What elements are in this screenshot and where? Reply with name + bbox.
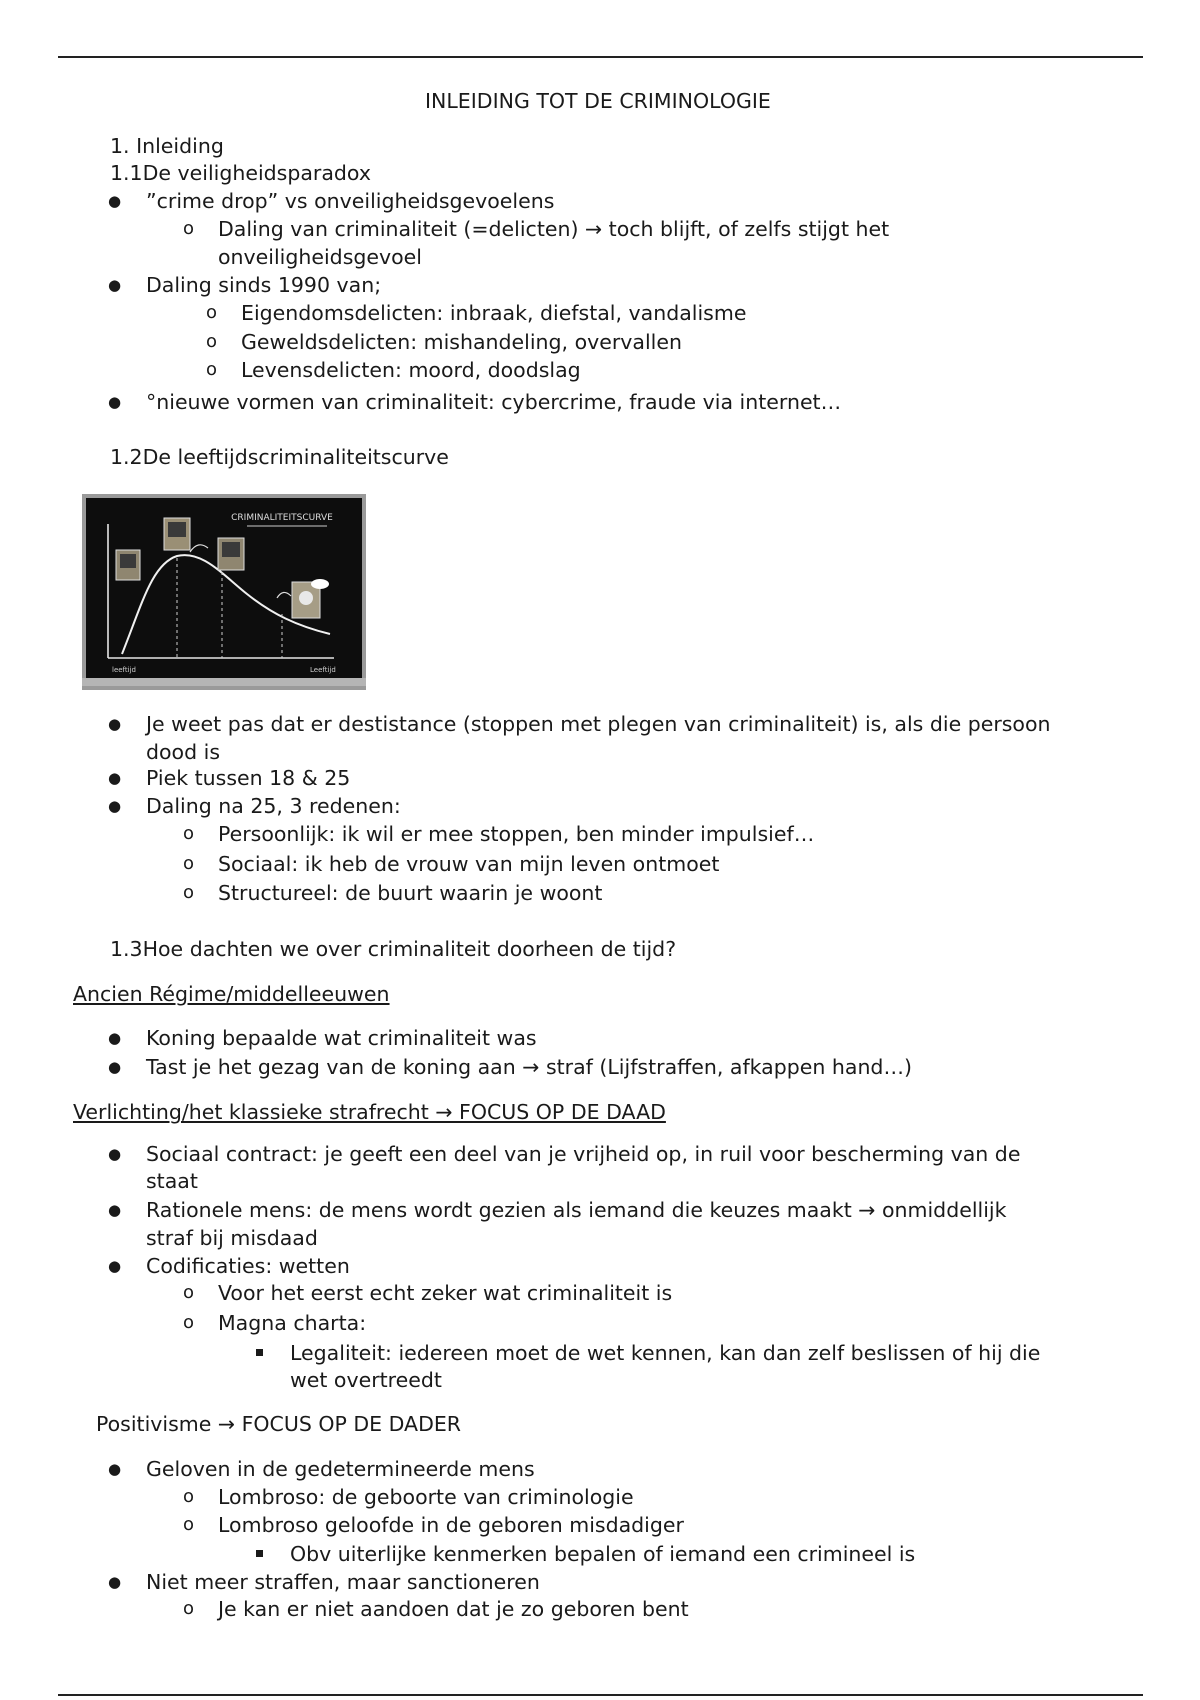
photo-card-inner (222, 542, 240, 557)
list-item: Levensdelicten: moord, doodslag (241, 358, 581, 382)
circle-bullet-icon: o (183, 1598, 195, 1619)
bullet-icon: ● (108, 393, 122, 411)
list-item: Eigendomsdelicten: inbraak, diefstal, vandalisme (241, 301, 747, 325)
photo-card-inner (120, 554, 136, 568)
portrait-head (299, 591, 313, 605)
list-item: Geweldsdelicten: mishandeling, overvallen (241, 330, 682, 354)
list-item: ”crime drop” vs onveiligheidsgevoelens (146, 189, 555, 213)
list-item: Geloven in de gedetermineerde mens (146, 1457, 535, 1481)
bullet-icon: ● (108, 1029, 122, 1047)
age-crime-curve-illustration (82, 494, 366, 690)
bullet-icon: ● (108, 715, 122, 733)
list-item-continuation: staat (146, 1169, 198, 1193)
list-item: Legaliteit: iedereen moet de wet kennen, kan dan zelf beslissen of hij die (290, 1341, 1041, 1365)
axis-label-right: Leeftijd (310, 666, 336, 674)
circle-bullet-icon: o (183, 882, 195, 903)
list-item: Codificaties: wetten (146, 1254, 350, 1278)
document-title: INLEIDING TOT DE CRIMINOLOGIE (425, 89, 771, 113)
list-item: Voor het eerst echt zeker wat criminaliteit is (218, 1281, 673, 1305)
list-item-continuation: straf bij misdaad (146, 1226, 318, 1250)
circle-bullet-icon: o (183, 823, 195, 844)
subheading-ancien-regime: Ancien Régime/middelleeuwen (73, 982, 390, 1006)
bullet-icon: ● (108, 276, 122, 294)
list-item: Rationele mens: de mens wordt gezien als iemand die keuzes maakt → onmiddellijk (146, 1198, 1007, 1222)
bottom-rule (58, 1694, 1143, 1696)
heading-veiligheidsparadox: 1.1De veiligheidsparadox (110, 161, 371, 185)
circle-bullet-icon: o (206, 302, 218, 323)
heading-doorheen-de-tijd: 1.3Hoe dachten we over criminaliteit doorheen de tijd? (110, 937, 677, 961)
list-item: Daling na 25, 3 redenen: (146, 794, 401, 818)
list-item: Niet meer straffen, maar sanctioneren (146, 1570, 540, 1594)
circle-bullet-icon: o (183, 1486, 195, 1507)
photo-card-inner (168, 522, 186, 537)
bullet-icon: ● (108, 769, 122, 787)
circle-bullet-icon: o (206, 331, 218, 352)
speech-bubble (311, 579, 329, 589)
list-item: Je kan er niet aandoen dat je zo geboren bent (218, 1597, 689, 1621)
circle-bullet-icon: o (183, 1514, 195, 1535)
list-item-continuation: wet overtreedt (290, 1368, 442, 1392)
list-item: Piek tussen 18 & 25 (146, 766, 351, 790)
list-item: Lombroso: de geboorte van criminologie (218, 1485, 634, 1509)
list-item: Je weet pas dat er destistance (stoppen met plegen van criminaliteit) is, als die persoon (146, 712, 1051, 736)
bullet-icon: ● (108, 1145, 122, 1163)
subheading-verlichting: Verlichting/het klassieke strafrecht → FOCUS OP DE DAAD (73, 1100, 666, 1124)
heading-leeftijdscurve: 1.2De leeftijdscriminaliteitscurve (110, 445, 449, 469)
axis-label-left: leeftijd (112, 666, 136, 674)
list-item: Tast je het gezag van de koning aan → straf (Lijfstraffen, afkappen hand…) (146, 1055, 912, 1079)
circle-bullet-icon: o (183, 218, 195, 239)
board-ledge (82, 678, 366, 686)
list-item: Persoonlijk: ik wil er mee stoppen, ben minder impulsief… (218, 822, 815, 846)
list-item: Daling van criminaliteit (=delicten) → toch blijft, of zelfs stijgt het (218, 217, 890, 241)
list-item: Structureel: de buurt waarin je woont (218, 881, 603, 905)
top-rule (58, 56, 1143, 58)
circle-bullet-icon: o (183, 1282, 195, 1303)
bullet-icon: ● (108, 1257, 122, 1275)
bullet-icon: ● (108, 1460, 122, 1478)
list-item: Sociaal: ik heb de vrouw van mijn leven ontmoet (218, 852, 720, 876)
list-item: Lombroso geloofde in de geboren misdadiger (218, 1513, 684, 1537)
subheading-positivisme: Positivisme → FOCUS OP DE DADER (96, 1412, 462, 1436)
board-title: CRIMINALITEITSCURVE (231, 513, 333, 523)
list-item: Daling sinds 1990 van; (146, 273, 382, 297)
list-item: Magna charta: (218, 1311, 367, 1335)
circle-bullet-icon: o (206, 359, 218, 380)
square-bullet-icon (256, 1550, 263, 1557)
bullet-icon: ● (108, 192, 122, 210)
list-item: Obv uiterlijke kenmerken bepalen of iemand een crimineel is (290, 1542, 916, 1566)
bullet-icon: ● (108, 1573, 122, 1591)
circle-bullet-icon: o (183, 1312, 195, 1333)
circle-bullet-icon: o (183, 853, 195, 874)
bullet-icon: ● (108, 797, 122, 815)
list-item-continuation: dood is (146, 740, 221, 764)
board-surface (86, 498, 362, 680)
list-item: Sociaal contract: je geeft een deel van je vrijheid op, in ruil voor bescherming van de (146, 1142, 1021, 1166)
list-item: °nieuwe vormen van criminaliteit: cybercrime, fraude via internet… (146, 390, 842, 414)
heading-inleiding: 1. Inleiding (110, 134, 224, 158)
bullet-icon: ● (108, 1058, 122, 1076)
list-item: Koning bepaalde wat criminaliteit was (146, 1026, 537, 1050)
list-item-continuation: onveiligheidsgevoel (218, 245, 422, 269)
square-bullet-icon (256, 1349, 263, 1356)
bullet-icon: ● (108, 1201, 122, 1219)
